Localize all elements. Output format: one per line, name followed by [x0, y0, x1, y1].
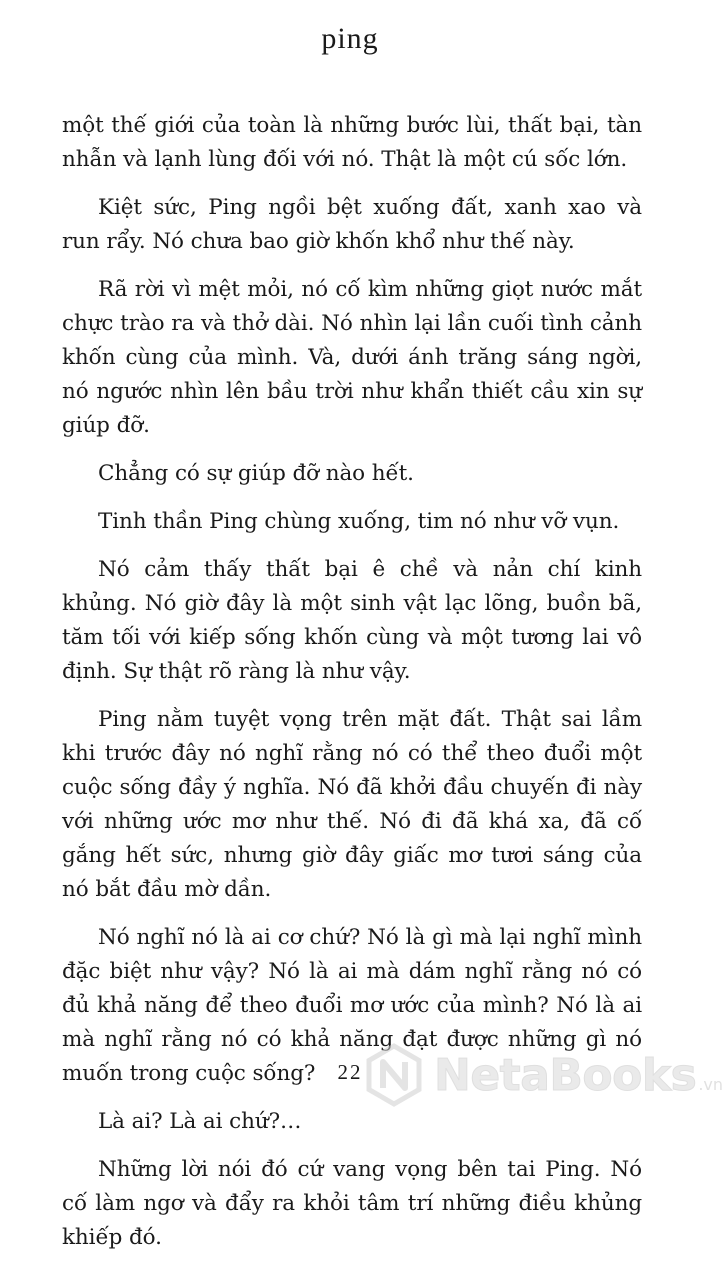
paragraph: Nó nghĩ nó là ai cơ chứ? Nó là gì mà lại nghĩ mình đặc biệt như vậy? Nó là ai mà dám nghĩ rằng nó có đủ khả năng để theo đuổi mơ ước của mình? Nó là ai mà nghĩ rằng nó có khả năng đạt được những gì nó muốn trong cuộc sống? — [62, 925, 642, 1086]
paragraph: Tinh thần Ping chùng xuống, tim nó như vỡ vụn. — [98, 509, 620, 534]
paragraph: Nó cảm thấy thất bại ê chề và nản chí kinh khủng. Nó giờ đây là một sinh vật lạc lõng, buồn bã, tăm tối với kiếp sống khốn cùng và một tương lai vô định. Sự thật rõ ràng là như vậy. — [62, 557, 642, 684]
page-number: 22 — [337, 1060, 363, 1084]
running-head: ping — [321, 22, 379, 55]
netabooks-logo-icon — [362, 1043, 426, 1107]
watermark — [362, 1040, 723, 1110]
paragraph-continued: một thế giới của toàn là những bước lùi, thất bại, tàn nhẫn và lạnh lùng đối với nó. Thật là một cú sốc lớn. — [62, 113, 642, 172]
watermark-brand: NetaBooks — [434, 1049, 697, 1101]
paragraph: Kiệt sức, Ping ngồi bệt xuống đất, xanh xao và run rẩy. Nó chưa bao giờ khốn khổ như thế này. — [62, 195, 642, 254]
paragraph: Những lời nói đó cứ vang vọng bên tai Ping. Nó cố làm ngơ và đẩy ra khỏi tâm trí những điều khủng khiếp đó. — [62, 1157, 642, 1250]
paragraph: Là ai? Là ai chứ?… — [98, 1109, 302, 1134]
paragraph: Ping nằm tuyệt vọng trên mặt đất. Thật sai lầm khi trước đây nó nghĩ rằng nó có thể theo đuổi một cuộc sống đầy ý nghĩa. Nó đã khởi đầu chuyến đi này với những ước mơ như thế. Nó đi đã khá xa, đã cố gắng hết sức, nhưng giờ đây giấc mơ tươi sáng của nó bắt đầu mờ dần. — [62, 707, 642, 902]
paragraph: Chẳng có sự giúp đỡ nào hết. — [98, 461, 414, 486]
watermark-suffix: .vn — [698, 1075, 723, 1094]
paragraph: Rã rời vì mệt mỏi, nó cố kìm những giọt nước mắt chực trào ra và thở dài. Nó nhìn lại lần cuối tình cảnh khốn cùng của mình. Và, dưới ánh trăng sáng ngời, nó ngước nhìn lên bầu trời như khẩn thiết cầu xin sự giúp đỡ. — [62, 277, 642, 438]
